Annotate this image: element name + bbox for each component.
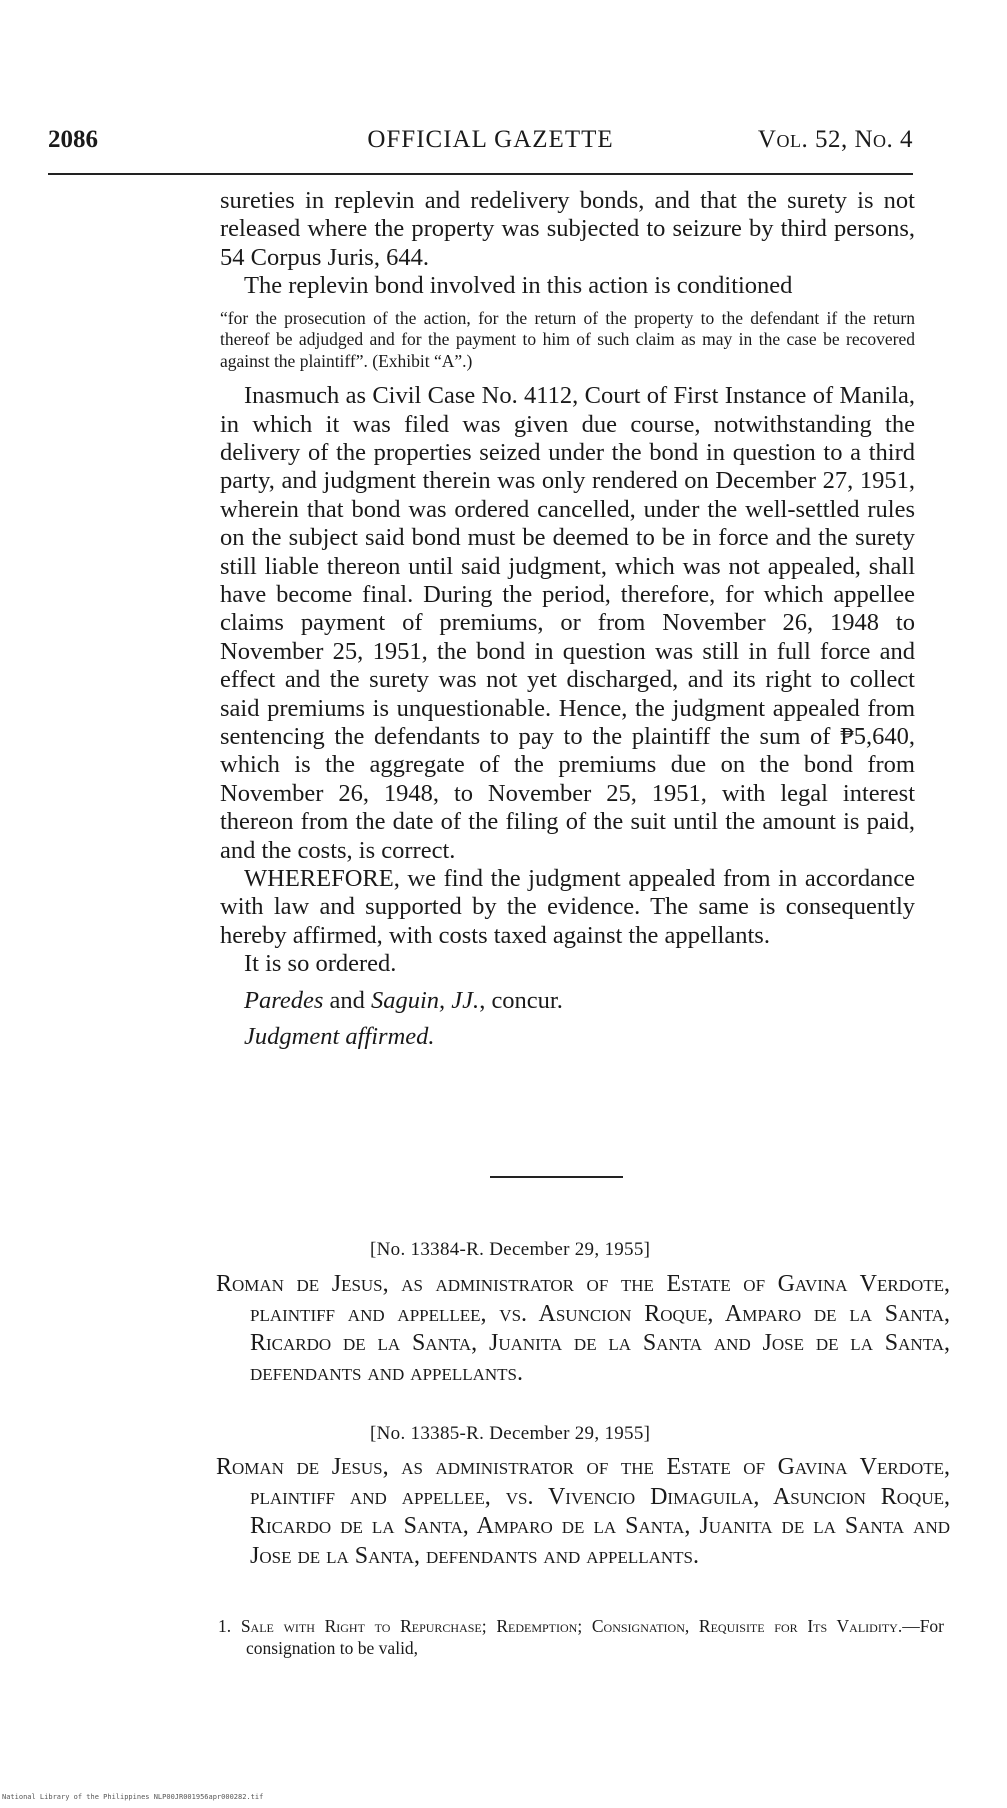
concur-and: and — [323, 986, 371, 1014]
page-header — [48, 126, 913, 166]
page-number: 2086 — [48, 126, 98, 153]
concur-justice-2: Saguin, JJ. — [371, 986, 480, 1014]
concur-tail: , concur. — [479, 986, 563, 1014]
judgment-result-text: Judgment affirmed. — [244, 1023, 435, 1051]
scan-footer: National Library of the Philippines NLP00JR001956apr000282.tif — [2, 1793, 264, 1801]
concur-justice-1: Paredes — [244, 986, 324, 1014]
decision-continuation — [220, 187, 915, 1051]
volume-number: Vol. 52, No. 4 — [757, 126, 913, 153]
quoted-condition: “for the prosecution of the action, for the return of the property to the defendant if the return thereof be adjudged and for the payment to him of such claim as may in the case be recovered against the plaintiff”. (Exhibit “A”.) — [220, 307, 915, 371]
judgment-result — [220, 1023, 915, 1051]
paragraph-sureties: sureties in replevin and redelivery bonds, and that the surety is not released where the property was subjected to seizure by third persons, 54 Corpus Juris, 644. — [220, 187, 915, 271]
syllabus-text: —For consignation to be valid, — [246, 1616, 945, 1658]
paragraph-inasmuch: Inasmuch as Civil Case No. 4112, Court of First Instance of Manila, in which it was filed was given due course, notwithstanding the delivery of the properties seized under the bond in question to a third party, and judgment therein was only rendered on December 27, 1951, wherein that bond was ordered cancelled, under the well-settled rules on the subject said bond must be deemed to be in force and the surety still liable thereon until said judgment, which was not appealed, shall have become final. During the period, therefore, for which appellee claims payment of premiums, or from November 26, 1948 to November 25, 1951, the bond in question was still in full force and effect and the surety was not yet discharged, and its right to collect said premiums is unquestionable. Hence, the judgment appealed from sentencing the defendants to pay to the plaintiff the sum of ₱5,640, which is the aggregate of the premiums due on the bond from November 26, 1948, to November 25, 1951, with legal interest thereon from the date of the filing of the suit until the amount is paid, and the costs, is correct. — [220, 382, 915, 864]
case-caption-1: Roman de Jesus, as administrator of the Estate of Gavina Verdote, plaintiff and appellee, vs. Asuncion Roque, Amparo de la Santa, Ricardo de la Santa, Juanita de la Santa and Jose de la Santa, defendants and appellants. — [216, 1271, 950, 1386]
concurrence-line — [220, 987, 915, 1015]
paragraph-so-ordered: It is so ordered. — [244, 950, 397, 978]
section-divider — [490, 1176, 623, 1178]
case-number-1: [No. 13384-R. December 29, 1955] — [370, 1239, 651, 1260]
paragraph-replevin-bond: The replevin bond involved in this action is conditioned — [244, 272, 793, 300]
syllabus-number: 1. — [218, 1616, 232, 1636]
header-rule — [48, 173, 913, 175]
paragraph-wherefore: WHEREFORE, we find the judgment appealed from in accordance with law and supported by the evidence. The same is consequently hereby affirmed, with costs taxed against the appellants. — [220, 865, 915, 949]
case-number-2: [No. 13385-R. December 29, 1955] — [370, 1423, 651, 1444]
case-caption-2: Roman de Jesus, as administrator of the Estate of Gavina Verdote, plaintiff and appellee, vs. Vivencio Dimaguila, Asuncion Roque, Ricardo de la Santa, Amparo de la Santa, Juanita de la Santa and Jose de la Santa, defendants and appellants. — [216, 1454, 950, 1569]
syllabus-item — [218, 1615, 944, 1659]
publication-title: OFFICIAL GAZETTE — [367, 126, 614, 153]
syllabus-heading: Sale with Right to Repurchase; Redemption; Consignation, Requisite for Its Validity. — [240, 1616, 903, 1636]
